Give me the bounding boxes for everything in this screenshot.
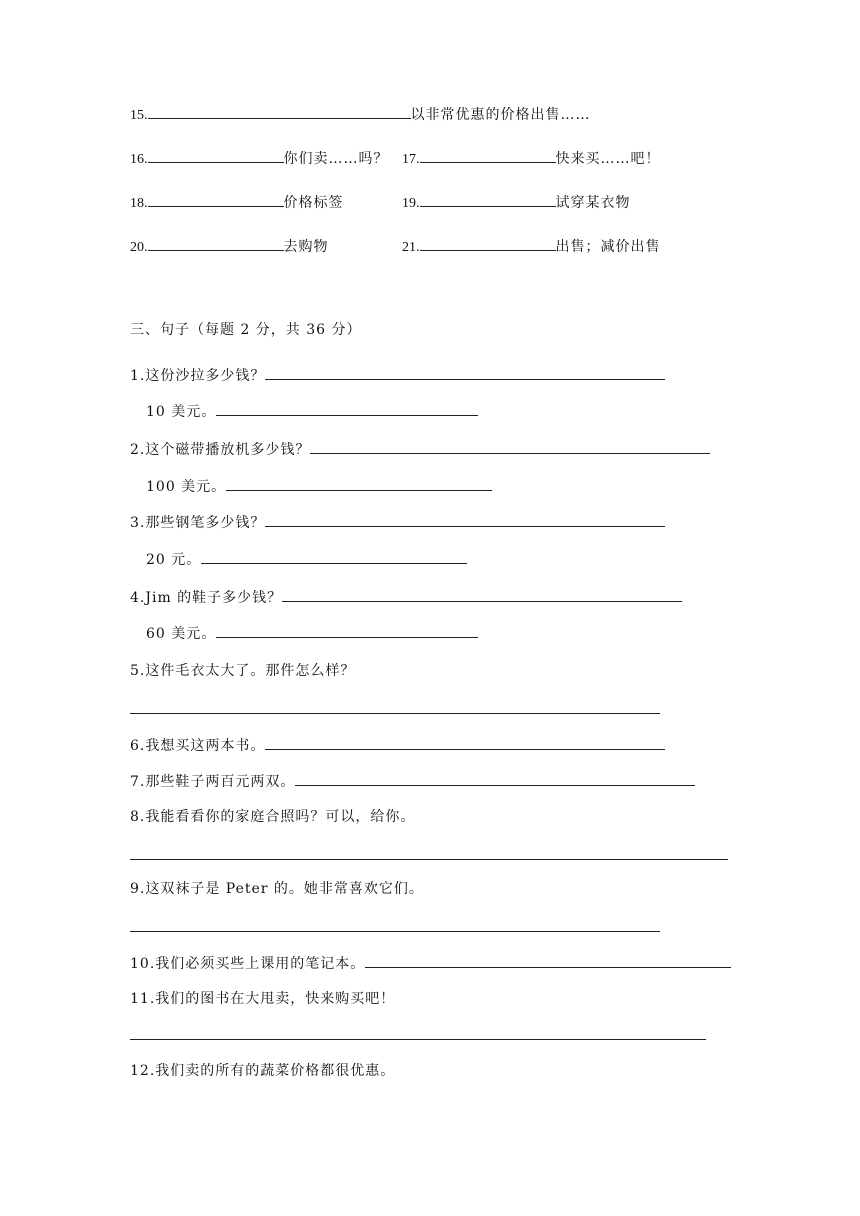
vocab-number: 15. [130,108,148,123]
sentence-1-reply [146,401,478,422]
answer-blank[interactable] [216,623,478,638]
answer-blank[interactable] [265,735,665,750]
answer-blank[interactable] [226,476,492,491]
vocab-number: 18. [130,196,148,211]
sentence-prompt: 1.这份沙拉多少钱？ [130,368,266,384]
sentence-7 [130,771,695,792]
sentence-2-reply [146,476,492,497]
sentence-10 [130,953,731,974]
reply-prompt: 60 美元。 [146,626,217,642]
vocab-prompt: 试穿某衣物 [555,195,631,211]
answer-blank[interactable] [148,148,284,163]
answer-line[interactable] [130,931,660,932]
sentence-8 [130,807,415,827]
vocab-item-21 [402,236,661,258]
answer-blank[interactable] [216,401,478,416]
vocab-item-20 [130,236,329,258]
vocab-number: 21. [402,240,420,255]
vocab-prompt: 你们卖……吗？ [283,151,389,167]
sentence-prompt: 5.这件毛衣太大了。那件怎么样？ [130,663,356,679]
sentence-prompt: 11.我们的图书在大甩卖，快来购买吧！ [130,991,396,1007]
answer-blank[interactable] [265,365,665,380]
answer-line[interactable] [130,859,728,860]
answer-blank[interactable] [420,148,556,163]
reply-prompt: 10 美元。 [146,404,217,420]
sentence-prompt: 7.那些鞋子两百元两双。 [130,774,296,790]
answer-blank[interactable] [420,236,556,251]
answer-blank[interactable] [265,512,665,527]
vocab-number: 20. [130,240,148,255]
sentence-11 [130,989,395,1009]
sentence-3 [130,512,665,533]
sentence-3-reply [146,549,467,570]
vocab-item-18 [130,192,344,214]
sentence-2 [130,439,710,460]
answer-line[interactable] [130,713,660,714]
vocab-number: 17. [402,152,420,167]
vocab-item-17 [402,148,661,170]
vocab-prompt: 出售；减价出售 [555,239,661,255]
sentence-prompt: 3.那些钢笔多少钱？ [130,515,266,531]
sentence-prompt: 12.我们卖的所有的蔬菜价格都很优惠。 [130,1063,396,1079]
answer-line[interactable] [130,1039,706,1040]
sentence-6 [130,735,665,756]
reply-prompt: 100 美元。 [146,479,227,495]
sentence-9 [130,879,424,899]
sentence-5 [130,661,355,681]
sentence-4-reply [146,623,478,644]
answer-blank[interactable] [310,439,710,454]
sentence-4 [130,587,682,608]
vocab-item-19 [402,192,631,214]
sentence-1 [130,365,665,386]
answer-blank[interactable] [148,192,284,207]
answer-blank[interactable] [295,771,695,786]
answer-blank[interactable] [148,104,411,119]
vocab-prompt: 价格标签 [283,195,344,211]
reply-prompt: 20 元。 [146,552,202,568]
sentence-12 [130,1061,395,1081]
answer-blank[interactable] [282,587,682,602]
vocab-item-15 [130,104,591,126]
answer-blank[interactable] [420,192,556,207]
sentence-prompt: 8.我能看看你的家庭合照吗？可以，给你。 [130,809,416,825]
sentence-prompt: 2.这个磁带播放机多少钱？ [130,442,311,458]
sentence-prompt: 10.我们必须买些上课用的笔记本。 [130,956,366,972]
sentence-prompt: 6.我想买这两本书。 [130,738,266,754]
answer-blank[interactable] [201,549,467,564]
section-heading: 三、句子（每题 2 分，共 36 分） [130,322,362,338]
vocab-prompt: 以非常优惠的价格出售…… [410,107,591,123]
answer-blank[interactable] [148,236,284,251]
vocab-number: 16. [130,152,148,167]
vocab-prompt: 快来买……吧！ [555,151,661,167]
vocab-number: 19. [402,196,420,211]
sentence-prompt: 9.这双袜子是 Peter 的。她非常喜欢它们。 [130,881,424,897]
vocab-item-16 [130,148,389,170]
vocab-prompt: 去购物 [283,239,329,255]
sentence-prompt: 4.Jim 的鞋子多少钱？ [130,590,283,606]
answer-blank[interactable] [365,953,731,968]
